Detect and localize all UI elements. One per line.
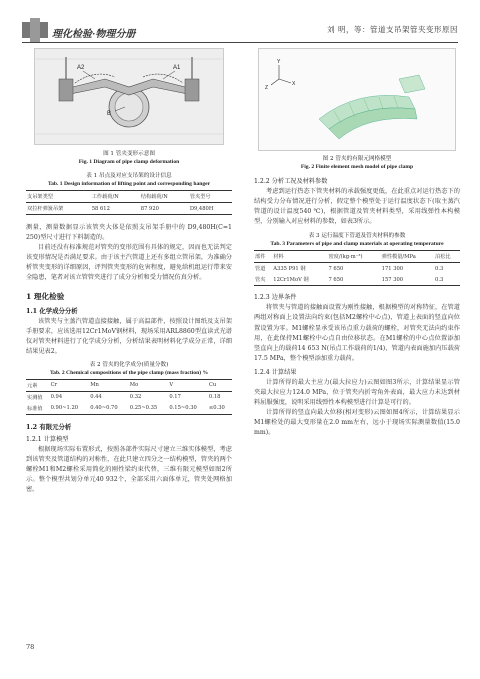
figure-1-caption-en: Fig. 1 Diagram of pipe clamp deformation	[78, 159, 180, 165]
table-1-caption-cn: 表 1 吊点及对应支吊架的设计信息	[86, 173, 172, 179]
figure-2-caption-cn: 图 2 管夹的有限元网格模型	[322, 156, 392, 162]
section-heading-1-2: 1.2 有限元分析	[26, 422, 72, 431]
table-1-header: 结构载荷/N	[140, 194, 168, 200]
section-heading-1-2-3: 1.2.3 边界条件	[254, 294, 297, 302]
header-rule	[22, 42, 458, 43]
table-cell: 标准值	[27, 405, 43, 412]
table-3-header: 弹性模量/MPa	[381, 254, 416, 261]
figure-2-caption-en: Fig. 2 Finite element mesh model of pipe clamp	[300, 164, 414, 170]
page-number: 78	[26, 643, 35, 651]
table-cell: D9,480H	[189, 205, 214, 212]
paragraph-results-displacement: 计算所得的竖直向最大位移(相对变形)云图如图4所示，计算结果显示M1螺栓处的最大变形量在2.0 mm左右，远小于现场实际测量数值(15.0 mm)。	[254, 409, 460, 437]
table-cell: 0.44	[90, 394, 102, 401]
table-row	[254, 274, 460, 286]
figure-2-image	[258, 48, 456, 151]
table-2-header-row	[26, 379, 232, 391]
table-cell: 58 612	[91, 205, 110, 212]
table-cell: 0.18	[208, 394, 221, 401]
table-cell: 实测值	[27, 394, 43, 401]
paragraph-boundary-conditions: 将管夹与管道的接触面设置为刚性接触，根据模型的对称特征，在管道两组对称面上设置法向约束(包括M2螺栓中心点)，管道上表面的竖直向位置设置为零。M1螺栓显承受该吊点重力载荷的螺栓，对管夹无法向约束作用，在此保持M1螺栓中心点自由位移状态。在M1螺栓的中心点位置添加竖直向上的载荷14 653 N(吊点工作载荷的1/4)，管道内表面施加内压载荷17.5 MPa，整个模型添加重力载荷。	[254, 304, 460, 362]
section-heading-1-1: 1.1 化学成分分析	[26, 306, 78, 315]
table-cell: 管道	[255, 266, 266, 273]
table-cell: 157 300	[381, 276, 404, 283]
paragraph-working-condition: 考虑到运行热态下管夹材料的承载强度更低，在此重点对运行热态下的结构受力分布情况进行分析，假定整个模型处于运行温度状态下(取主蒸汽管道的设计温度540 ℃)，根据管道及管夹材料类型，采用线弹性本构模型，分别输入对应材料的参数，如表3所示。	[254, 188, 460, 226]
paragraph-model: 根据现场实际布置形式，按照各部件实际尺寸建立三维实体模型，考虑到该管夹及管道结构的对称性，在此只建立四分之一结构模型，管夹的两个螺栓M1和M2螺栓采用简化的刚性梁约束代替，三维有限元模型如图2所示。整个模型共划分单元40 932个，全部采用六面体单元，管夹处网格加密。	[26, 445, 232, 494]
label-a2: A2	[77, 65, 85, 71]
table-cell: 7 650	[328, 265, 344, 272]
table-2-header: Mn	[90, 382, 99, 389]
table-1-header: 管夹型号	[189, 194, 211, 200]
table-1-header-row	[26, 191, 232, 203]
table-cell: 0.17	[169, 394, 181, 401]
logo-bar-shape	[30, 18, 40, 42]
table-3-header: 部件	[255, 254, 266, 261]
journal-logo	[22, 20, 142, 42]
table-cell: A335 P91 钢	[273, 266, 306, 273]
table-2-header: Mo	[129, 382, 139, 389]
table-cell: 0.25~0.35	[129, 405, 158, 412]
figure-1-caption-cn: 图 1 管夹变形示意图	[103, 151, 155, 157]
table-3	[254, 250, 460, 286]
table-cell: 0.94	[50, 394, 63, 401]
table-3-header: 材料	[273, 254, 284, 261]
section-heading-1-2-1: 1.2.1 计算模型	[26, 435, 69, 443]
table-row	[254, 263, 460, 275]
table-cell: 0.3	[435, 265, 444, 272]
table-row	[26, 203, 232, 215]
left-column	[26, 48, 232, 495]
journal-title: 理化检验·物理分册	[52, 29, 136, 40]
mesh-model-drawing	[259, 49, 455, 150]
table-cell: 0.15~0.30	[169, 405, 197, 412]
table-cell: 0.3	[435, 276, 444, 283]
section-heading-1-2-4: 1.2.4 计算结果	[254, 368, 297, 376]
table-cell: ≤0.30	[208, 405, 225, 412]
table-cell: 12Cr1MoV 钢	[273, 277, 309, 284]
axis-z-label: Z	[265, 85, 269, 91]
table-2-caption-cn: 表 2 管夹的化学成分(质量分数)	[89, 361, 169, 368]
table-cell: 管夹	[255, 277, 266, 284]
paragraph-results-stress: 计算所得的最大主应力(最大拉应力)云图如图3所示，计算结果显示管夹最大拉应力124.0 MPa，位于管夹内折弯角外表面，最大应力未达到材料屈服强度，说明采用线弹性本构模型进行计算是可行的。	[254, 378, 460, 407]
table-2-header: V	[169, 382, 174, 389]
table-1-header: 工作载荷/N	[91, 194, 119, 200]
table-2-header: Cr	[50, 382, 58, 389]
table-row	[26, 403, 232, 415]
paragraph-purpose: 目前还没有标准规范对管夹的变形范围有具体的规定，因而也无法判定该变形情况是否满足要求。由于该主汽管道上还有多组立管吊架，为准确分析管夹变形的详细原因，评判管夹变形的危害程度，避免给机组运行带来安全隐患，笔者对该立管管夹进行了成分分析和受力情况仿真分析。	[26, 244, 232, 282]
table-1-caption-en: Tab. 1 Design information of lifting point and corresponding hanger	[47, 181, 211, 187]
section-heading-1: 1 理化检验	[26, 291, 65, 301]
table-cell: 171 300	[381, 265, 404, 272]
pipe-clamp-deformation-drawing	[35, 49, 223, 144]
table-3-header-row	[254, 251, 460, 263]
table-2-header: 元素	[27, 382, 38, 389]
axis-x-label: X	[292, 81, 296, 87]
table-1-header: 支吊架类型	[27, 194, 53, 200]
table-3-header: 密度/(kg·m⁻³)	[328, 254, 363, 261]
paragraph-measurement: 测量，测量数据显示该管夹大体是依照支吊架手册中的 D9,480H(C=1 250)型尺寸进行下料制造的。	[26, 224, 232, 242]
table-cell: 7 650	[328, 276, 344, 283]
figure-1-image	[34, 48, 224, 145]
table-1	[26, 190, 232, 215]
table-cell: 87 920	[140, 205, 159, 212]
table-cell: 0.90~1.20	[50, 405, 79, 412]
table-cell: 0.40~0.70	[90, 405, 118, 412]
right-column	[254, 48, 460, 439]
paragraph-chemical-analysis: 该管夹与主蒸汽管道直接接触，属于高温部件，按照设计图纸及支吊架手册要求，应该选用12Cr1MoV钢材料，现场采用ARL8860型直读式光谱仪对管夹材料进行了化学成分分析，分析结果表明材料化学成分正常，详细结果见表2。	[26, 317, 232, 355]
axis-y-label: Y	[277, 59, 281, 65]
table-cell: 双拉杆弹簧吊架	[27, 206, 64, 212]
table-2	[26, 379, 232, 415]
table-cell: 0.32	[129, 394, 142, 401]
running-title: 刘 明，等：管道支吊架管夹变形原因	[327, 25, 458, 34]
table-2-caption-en: Tab. 2 Chemical compositions of the pipe clamp (mass fraction) %	[49, 369, 209, 376]
label-b: B	[107, 111, 112, 117]
table-3-caption-cn: 表 3 运行温度下管道及管夹材料的参数	[308, 233, 406, 240]
table-row	[26, 391, 232, 403]
table-3-caption-en: Tab. 3 Parameters of pipe and clamp materials at operating temperature	[270, 241, 444, 248]
table-3-header: 泊松比	[435, 254, 451, 261]
label-a1: A1	[173, 65, 181, 71]
section-heading-1-2-2: 1.2.2 分析工况及材料参数	[254, 178, 328, 185]
table-2-header: Cu	[208, 382, 217, 389]
